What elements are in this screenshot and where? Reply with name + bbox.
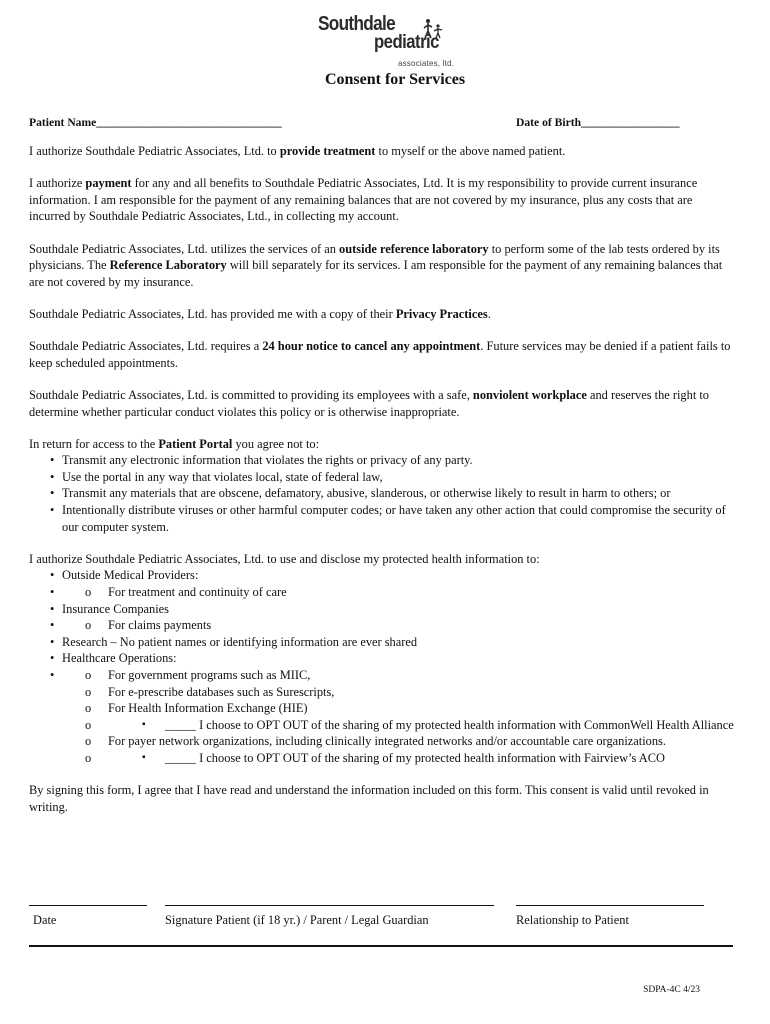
date-signature-field[interactable] [29, 897, 147, 929]
list-item: • Transmit any materials that are obscene, defamatory, abusive, slanderous, or otherwise likely to result in harm to others; or [29, 485, 734, 502]
emphasis: Privacy Practices [395, 306, 488, 321]
list-item: • Transmit any electronic information that violates the rights or privacy of any party. [29, 452, 734, 469]
closing-paragraph: By signing this form, I agree that I have read and understand the information included on this form. This consent is valid until revoked in writing. [29, 783, 709, 814]
text-run: for any and all benefits to Southdale Pediatric Associates, Ltd. It is my responsibility to provide current insurance information. I am responsible for the payment of any remaining balances that are not covered by my insurance, plus any costs that are incurred by Southdale Pediatric Associates, Ltd., in collecting my account. [29, 176, 698, 224]
relationship-label: Relationship to Patient [516, 913, 629, 927]
disclosure-list [29, 567, 734, 766]
portal-rules-list [29, 452, 734, 535]
form-body [29, 143, 734, 831]
commonwell-optout-item[interactable]: ▪ o _____ I choose to OPT OUT of the sharing of my protected health information with CommonWell Health Alliance [29, 717, 734, 734]
list-item: • Use the portal in any way that violates local, state of federal law, [29, 469, 734, 486]
disclosure-intro: I authorize Southdale Pediatric Associates, Ltd. to use and disclose my protected health information to: [29, 551, 540, 566]
signature-row [29, 897, 739, 927]
page-title: Consent for Services [324, 71, 466, 88]
sublist-wrapper [29, 667, 734, 767]
sublist [29, 617, 734, 634]
text-run: Southdale Pediatric Associates, Ltd. requires a [29, 339, 263, 354]
text-run: . [487, 306, 491, 321]
text-run: I authorize [29, 176, 86, 191]
list-item: • Intentionally distribute viruses or other harmful computer codes; or have taken any other action that could compromise the security of our computer system. [29, 502, 734, 535]
sublist [29, 717, 734, 734]
list-item: • Research – No patient names or identifying information are ever shared [29, 634, 734, 651]
sublist-wrapper [29, 717, 734, 734]
laboratory-paragraph [29, 241, 734, 291]
sublist [29, 750, 734, 767]
text-run: . Future services may be denied if a patient fails to keep scheduled appointments. [29, 339, 731, 370]
workplace-paragraph [29, 387, 734, 420]
list-item: o For Health Information Exchange (HIE) [29, 700, 734, 717]
relationship-field[interactable] [516, 897, 704, 929]
emphasis: provide treatment [279, 144, 376, 158]
logo-line-2: pediatric [374, 32, 439, 53]
text-run: you agree not to: [232, 436, 320, 451]
text-run: Southdale Pediatric Associates, Ltd. is committed to providing its employees with a safe, [29, 387, 473, 402]
text-run: to myself or the above named patient. [375, 144, 566, 158]
emphasis: outside reference laboratory [339, 241, 489, 256]
text-run: and reserves the right to determine whether particular conduct violates this policy or is otherwise inappropriate. [29, 387, 710, 419]
privacy-paragraph [29, 306, 734, 323]
list-item-label: Healthcare Operations: [62, 651, 177, 666]
sublist-wrapper [29, 750, 734, 767]
list-item [29, 567, 734, 584]
portal-intro [29, 436, 734, 453]
emphasis: Patient Portal [158, 436, 233, 451]
fairview-optout-item[interactable]: ▪ o _____ I choose to OPT OUT of the sharing of my protected health information with Fairview’s ACO [29, 750, 734, 767]
list-item: o For e-prescribe databases such as Surescripts, [29, 684, 734, 701]
date-of-birth-field[interactable]: Date of Birth_________________ [516, 116, 680, 129]
text-run: will bill separately for its services. I am responsible for the payment of any remaining balances that are not covered by my insurance. [29, 258, 723, 289]
sublist-wrapper [29, 617, 734, 634]
list-item [29, 601, 734, 618]
treatment-paragraph [29, 143, 734, 160]
payment-paragraph [29, 175, 734, 225]
text-run: Southdale Pediatric Associates, Ltd. has provided me with a copy of their [29, 306, 396, 321]
date-label: Date [33, 913, 57, 927]
portal-section [29, 436, 734, 536]
list-item [29, 650, 734, 667]
emphasis: nonviolent workplace [472, 387, 587, 402]
form-code: SDPA-4C 4/23 [643, 985, 700, 995]
text-run: Southdale Pediatric Associates, Ltd. utilizes the services of an [29, 241, 340, 256]
footer-divider [29, 945, 733, 947]
text-run: to perform some of the lab tests ordered by its physicians. The [29, 241, 720, 273]
text-run: I authorize Southdale Pediatric Associates, Ltd. to [29, 144, 280, 158]
emphasis: 24 hour notice to cancel any appointment [262, 339, 481, 354]
logo-line-1: Southdale [318, 13, 395, 35]
sublist [29, 667, 734, 767]
list-item: o • For treatment and continuity of care [29, 584, 734, 601]
emphasis: payment [85, 176, 132, 191]
family-figures-icon [422, 18, 446, 40]
cancellation-paragraph [29, 338, 734, 371]
disclosure-section [29, 551, 734, 767]
patient-name-field[interactable]: Patient Name________________________________ [29, 116, 282, 129]
list-item-label: Insurance Companies [62, 601, 170, 616]
sublist [29, 584, 734, 601]
list-item-label: Outside Medical Providers: [62, 568, 199, 583]
logo-line-3: associates, ltd. [398, 59, 455, 68]
southdale-logo [318, 13, 458, 68]
guardian-signature-field[interactable] [165, 897, 494, 929]
text-run: In return for access to the [29, 436, 159, 451]
list-item: o • For government programs such as MIIC, [29, 667, 734, 684]
list-item: o For payer network organizations, including clinically integrated networks and/or accountable care organizations. [29, 733, 734, 750]
list-item: o • For claims payments [29, 617, 734, 634]
signature-label: Signature Patient (if 18 yr.) / Parent / Legal Guardian [165, 913, 429, 927]
emphasis: Reference Laboratory [109, 258, 227, 273]
sublist-wrapper [29, 584, 734, 601]
